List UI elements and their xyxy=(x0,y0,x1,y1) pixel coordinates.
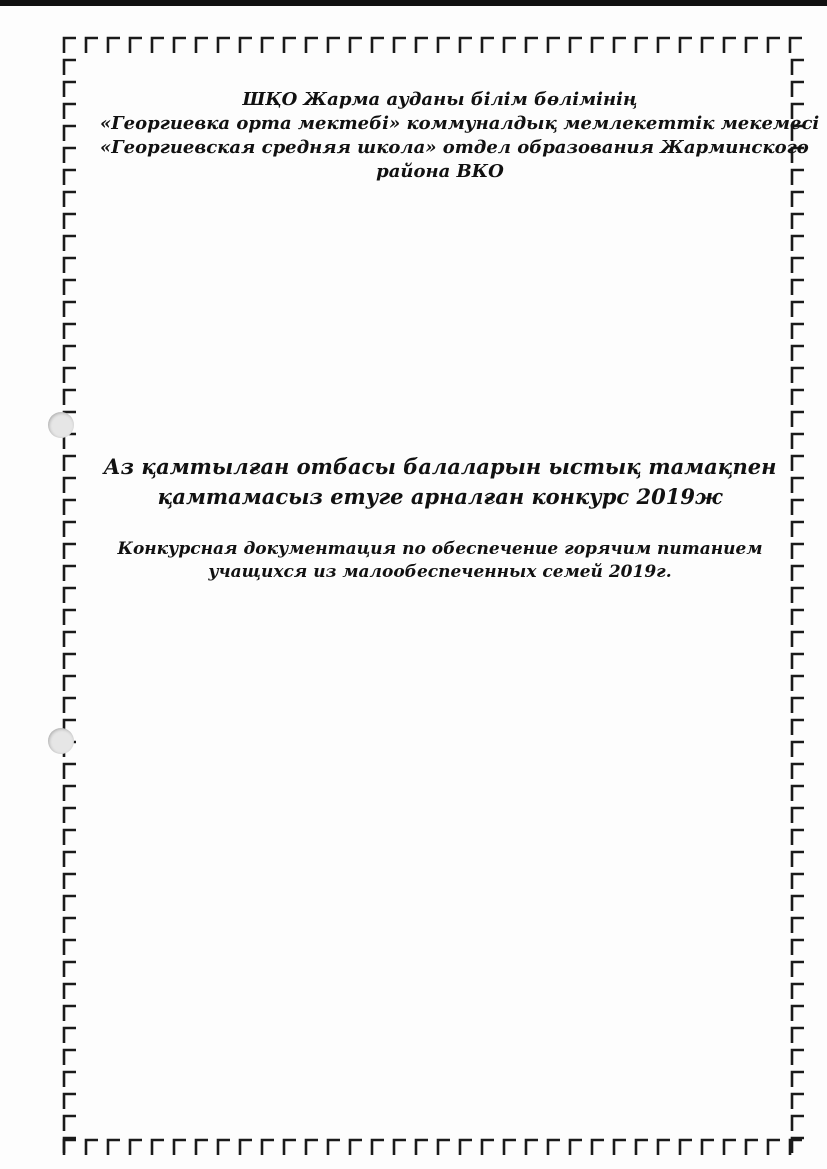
frame-glyph xyxy=(64,764,76,779)
header-line-1: ШҚО Жарма ауданы білім бөлімінің xyxy=(242,89,638,110)
frame-glyph xyxy=(240,1140,252,1155)
frame-glyph xyxy=(218,38,230,53)
frame-glyph xyxy=(592,1140,604,1155)
frame-glyph xyxy=(64,566,76,581)
frame-glyph xyxy=(614,1140,626,1155)
frame-glyph xyxy=(328,1140,340,1155)
frame-glyph xyxy=(724,38,736,53)
frame-glyph xyxy=(64,874,76,889)
header-line-4: района ВКО xyxy=(376,161,504,182)
frame-glyph xyxy=(174,1140,186,1155)
frame-glyph xyxy=(394,38,406,53)
frame-glyph xyxy=(792,830,804,845)
frame-glyph xyxy=(614,38,626,53)
frame-glyph xyxy=(592,38,604,53)
title-ru-line-1: Конкурсная документация по обеспечение горячим питанием xyxy=(117,539,763,559)
frame-glyph xyxy=(64,126,76,141)
frame-glyph xyxy=(64,918,76,933)
frame-glyph xyxy=(284,1140,296,1155)
frame-glyph xyxy=(790,38,802,53)
frame-glyph xyxy=(792,192,804,207)
frame-glyph xyxy=(792,808,804,823)
frame-glyph xyxy=(64,610,76,625)
frame-glyph xyxy=(792,1094,804,1109)
document-title-russian xyxy=(100,538,780,584)
frame-glyph xyxy=(792,1072,804,1087)
frame-glyph xyxy=(792,676,804,691)
frame-glyph xyxy=(792,412,804,427)
frame-glyph xyxy=(64,500,76,515)
frame-glyph xyxy=(658,38,670,53)
frame-glyph xyxy=(792,236,804,251)
frame-glyph xyxy=(482,1140,494,1155)
frame-glyph xyxy=(792,984,804,999)
frame-glyph xyxy=(64,896,76,911)
frame-glyph xyxy=(218,1140,230,1155)
frame-glyph xyxy=(372,1140,384,1155)
frame-glyph xyxy=(792,610,804,625)
frame-glyph xyxy=(526,1140,538,1155)
frame-glyph xyxy=(64,346,76,361)
frame-glyph xyxy=(636,38,648,53)
frame-glyph xyxy=(526,38,538,53)
frame-glyph xyxy=(64,214,76,229)
frame-glyph xyxy=(792,302,804,317)
punch-hole-lower xyxy=(48,728,74,754)
frame-glyph xyxy=(792,764,804,779)
frame-glyph xyxy=(792,1050,804,1065)
frame-glyph xyxy=(636,1140,648,1155)
frame-glyph xyxy=(108,38,120,53)
frame-glyph xyxy=(64,852,76,867)
frame-glyph xyxy=(284,38,296,53)
frame-glyph xyxy=(792,1006,804,1021)
frame-glyph xyxy=(680,1140,692,1155)
title-ru-line-2: учащихся из малообеспеченных семей 2019г. xyxy=(208,562,672,582)
frame-glyph xyxy=(174,38,186,53)
frame-glyph xyxy=(792,60,804,75)
frame-glyph xyxy=(792,918,804,933)
frame-glyph xyxy=(792,478,804,493)
frame-glyph xyxy=(64,962,76,977)
frame-glyph xyxy=(570,38,582,53)
frame-glyph xyxy=(350,38,362,53)
frame-glyph xyxy=(548,38,560,53)
frame-glyph xyxy=(64,368,76,383)
frame-glyph xyxy=(438,38,450,53)
frame-glyph xyxy=(64,60,76,75)
frame-glyph xyxy=(64,236,76,251)
frame-glyph xyxy=(792,632,804,647)
frame-glyph xyxy=(792,280,804,295)
frame-glyph xyxy=(792,82,804,97)
frame-glyph xyxy=(108,1140,120,1155)
frame-glyph xyxy=(64,148,76,163)
frame-glyph xyxy=(64,1006,76,1021)
frame-glyph xyxy=(64,1116,76,1131)
frame-glyph xyxy=(196,38,208,53)
document-title-kazakh xyxy=(100,452,780,512)
frame-glyph xyxy=(792,654,804,669)
frame-glyph xyxy=(262,1140,274,1155)
frame-glyph xyxy=(64,478,76,493)
frame-glyph xyxy=(64,104,76,119)
frame-glyph xyxy=(792,852,804,867)
frame-glyph xyxy=(792,214,804,229)
frame-glyph xyxy=(64,82,76,97)
frame-glyph xyxy=(792,720,804,735)
frame-glyph xyxy=(792,434,804,449)
frame-glyph xyxy=(680,38,692,53)
frame-glyph xyxy=(792,742,804,757)
frame-glyph xyxy=(792,368,804,383)
frame-glyph xyxy=(328,38,340,53)
frame-glyph xyxy=(64,258,76,273)
frame-glyph xyxy=(658,1140,670,1155)
frame-glyph xyxy=(64,808,76,823)
frame-glyphs xyxy=(64,38,820,1155)
frame-glyph xyxy=(306,38,318,53)
frame-glyph xyxy=(792,1116,804,1131)
frame-glyph xyxy=(64,830,76,845)
frame-glyph xyxy=(792,874,804,889)
frame-glyph xyxy=(306,1140,318,1155)
frame-glyph xyxy=(64,1094,76,1109)
frame-glyph xyxy=(152,38,164,53)
frame-glyph xyxy=(64,588,76,603)
frame-glyph xyxy=(504,38,516,53)
frame-glyph xyxy=(746,38,758,53)
frame-glyph xyxy=(64,940,76,955)
frame-glyph xyxy=(702,1140,714,1155)
frame-glyph xyxy=(792,940,804,955)
frame-glyph xyxy=(702,38,714,53)
frame-glyph xyxy=(460,1140,472,1155)
frame-glyph xyxy=(792,786,804,801)
frame-glyph xyxy=(86,38,98,53)
frame-glyph xyxy=(570,1140,582,1155)
frame-glyph xyxy=(792,522,804,537)
frame-glyph xyxy=(240,38,252,53)
frame-glyph xyxy=(64,456,76,471)
frame-glyph xyxy=(416,38,428,53)
frame-glyph xyxy=(792,346,804,361)
frame-glyph xyxy=(792,544,804,559)
frame-glyph xyxy=(64,1028,76,1043)
frame-glyph xyxy=(64,1072,76,1087)
frame-glyph xyxy=(86,1140,98,1155)
header-line-2: «Георгиевка орта мектебі» коммуналдық мемлекеттік мекемесі xyxy=(100,113,820,134)
frame-glyph xyxy=(64,302,76,317)
frame-glyph xyxy=(792,324,804,339)
frame-glyph xyxy=(746,1140,758,1155)
frame-glyph xyxy=(152,1140,164,1155)
frame-glyph xyxy=(724,1140,736,1155)
frame-glyph xyxy=(792,500,804,515)
frame-glyph xyxy=(64,390,76,405)
frame-glyph xyxy=(768,1140,780,1155)
frame-glyph xyxy=(416,1140,428,1155)
frame-glyph xyxy=(792,1028,804,1043)
frame-glyph xyxy=(548,1140,560,1155)
frame-glyph xyxy=(64,1050,76,1065)
frame-glyph xyxy=(64,1140,76,1155)
frame-glyph xyxy=(64,698,76,713)
frame-glyph xyxy=(792,390,804,405)
frame-glyph xyxy=(792,456,804,471)
header-line-3: «Георгиевская средняя школа» отдел образования Жарминского xyxy=(100,137,809,158)
frame-glyph xyxy=(64,324,76,339)
title-kz-line-2: қамтамасыз етуге арналған конкурс 2019ж xyxy=(157,484,723,509)
frame-glyph xyxy=(64,676,76,691)
frame-glyph xyxy=(792,896,804,911)
frame-glyph xyxy=(130,38,142,53)
frame-glyph xyxy=(196,1140,208,1155)
frame-glyph xyxy=(130,1140,142,1155)
frame-glyph xyxy=(768,38,780,53)
frame-glyph xyxy=(64,38,76,53)
frame-glyph xyxy=(460,38,472,53)
institution-header xyxy=(100,88,820,184)
frame-glyph xyxy=(792,170,804,185)
frame-glyph xyxy=(350,1140,362,1155)
frame-glyph xyxy=(792,962,804,977)
frame-glyph xyxy=(792,588,804,603)
frame-glyph xyxy=(504,1140,516,1155)
frame-glyph xyxy=(394,1140,406,1155)
frame-glyph xyxy=(792,566,804,581)
frame-glyph xyxy=(792,258,804,273)
frame-glyph xyxy=(64,984,76,999)
frame-glyph xyxy=(372,38,384,53)
frame-glyph xyxy=(438,1140,450,1155)
frame-glyph xyxy=(64,192,76,207)
frame-glyph xyxy=(64,170,76,185)
frame-glyph xyxy=(64,632,76,647)
title-kz-line-1: Аз қамтылған отбасы балаларын ыстық тамақпен xyxy=(103,454,777,479)
punch-hole-upper xyxy=(48,412,74,438)
frame-glyph xyxy=(64,654,76,669)
frame-glyph xyxy=(64,786,76,801)
frame-glyph xyxy=(64,522,76,537)
frame-glyph xyxy=(64,280,76,295)
frame-glyph xyxy=(482,38,494,53)
frame-glyph xyxy=(792,698,804,713)
frame-glyph xyxy=(64,544,76,559)
frame-glyph xyxy=(262,38,274,53)
